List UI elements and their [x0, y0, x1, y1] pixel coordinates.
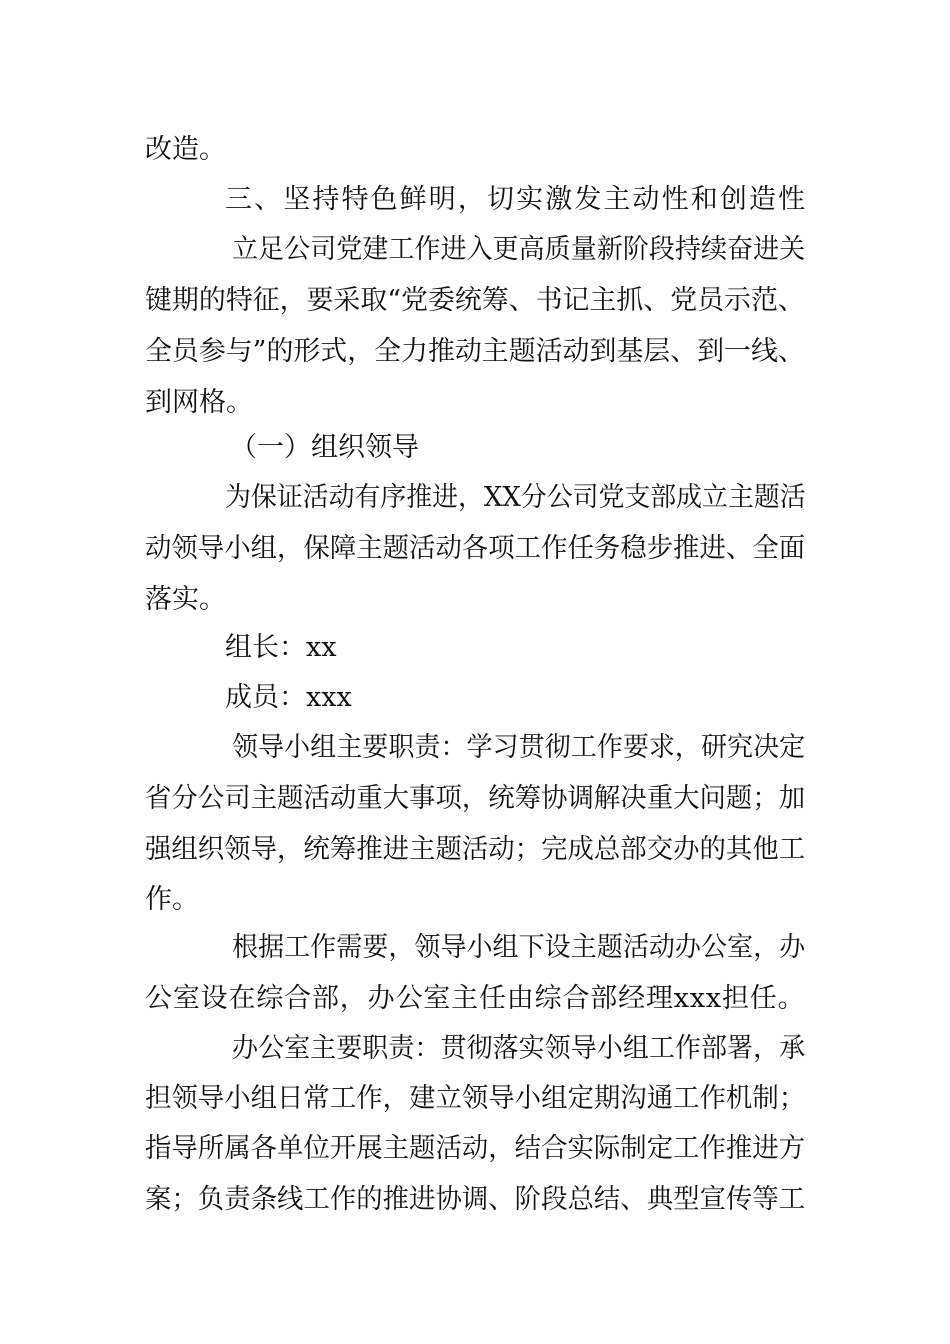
- text-line: 领导小组主要职责：学习贯彻工作要求，研究决定: [232, 732, 806, 763]
- text-line: 落实。: [145, 584, 226, 615]
- text-line: 公室设在综合部，办公室主任由综合部经理xxx担任。: [145, 983, 806, 1014]
- text-line: 强组织领导，统筹推进主题活动；完成总部交办的其他工: [145, 834, 806, 865]
- text-line: 动领导小组，保障主题活动各项工作任务稳步推进、全面: [145, 533, 806, 564]
- section-heading: 三、坚持特色鲜明，切实激发主动性和创造性: [225, 184, 808, 215]
- text-line: 省分公司主题活动重大事项，统筹协调解决重大问题；加: [145, 783, 806, 814]
- text-line: 为保证活动有序推进，XX分公司党支部成立主题活: [225, 482, 806, 513]
- text-line: 案；负责条线工作的推进协调、阶段总结、典型宣传等工: [145, 1184, 806, 1215]
- text-line: 改造。: [145, 134, 226, 165]
- text-line: 立足公司党建工作进入更高质量新阶段持续奋进关: [232, 234, 806, 265]
- group-leader-line: 组长：xx: [225, 632, 337, 663]
- text-line: 指导所属各单位开展主题活动，结合实际制定工作推进方: [145, 1133, 806, 1164]
- text-line: 作。: [145, 884, 199, 915]
- text-line: 到网格。: [145, 387, 253, 418]
- text-line: 办公室主要职责：贯彻落实领导小组工作部署，承: [232, 1033, 806, 1064]
- text-line: 根据工作需要，领导小组下设主题活动办公室，办: [232, 932, 806, 963]
- text-line: 键期的特征，要采取“党委统筹、书记主抓、党员示范、: [145, 285, 805, 316]
- text-line: 全员参与”的形式，全力推动主题活动到基层、到一线、: [145, 336, 805, 367]
- subsection-heading: （一）组织领导: [230, 432, 419, 463]
- text-line: 担领导小组日常工作，建立领导小组定期沟通工作机制；: [145, 1083, 806, 1114]
- group-members-line: 成员：xxx: [225, 682, 352, 713]
